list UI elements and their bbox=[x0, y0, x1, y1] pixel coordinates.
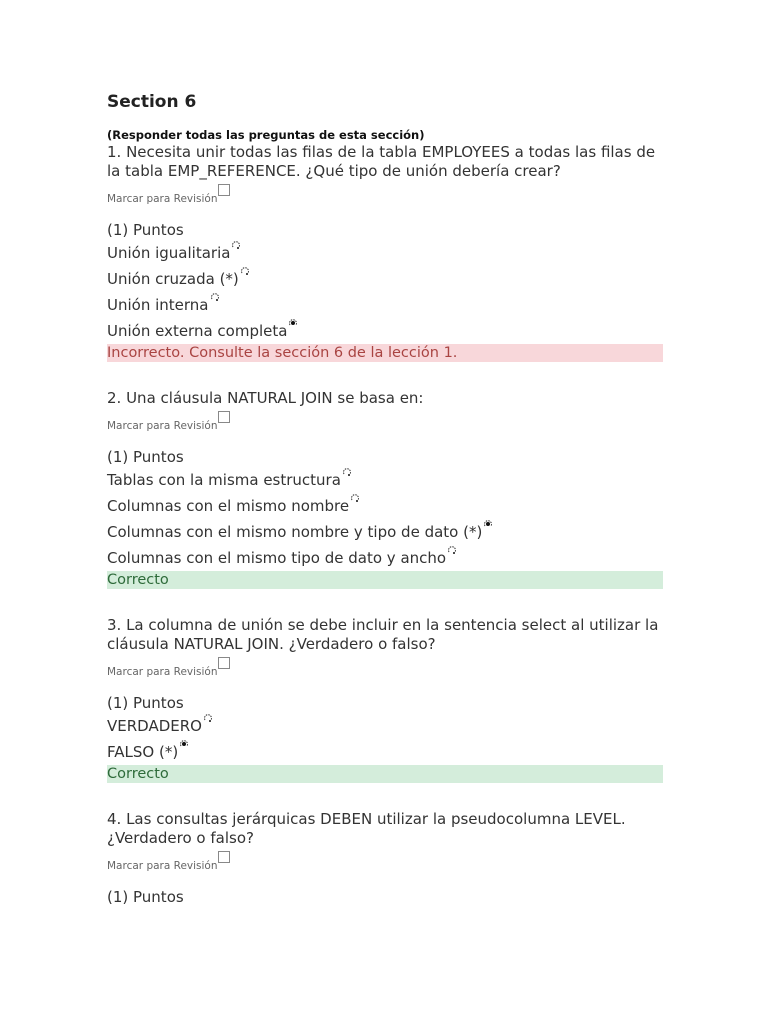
option-label: Tablas con la misma estructura bbox=[107, 471, 341, 489]
feedback-incorrect: Incorrecto. Consulte la sección 6 de la lección 1. bbox=[107, 344, 663, 362]
points-label: (1) Puntos bbox=[107, 448, 184, 466]
question-2 bbox=[107, 389, 663, 589]
option-label: Columnas con el mismo tipo de dato y ancho bbox=[107, 549, 447, 567]
section-instruction: (Responder todas las preguntas de esta sección) bbox=[107, 128, 425, 142]
radio-button[interactable] bbox=[342, 467, 352, 477]
option-item bbox=[107, 292, 663, 318]
review-row bbox=[107, 657, 663, 679]
option-label: Columnas con el mismo nombre bbox=[107, 497, 350, 515]
review-label: Marcar para Revisión bbox=[107, 666, 218, 678]
option-label: Unión cruzada (*) bbox=[107, 270, 239, 288]
radio-button[interactable] bbox=[179, 739, 189, 749]
question-text: 3. La columna de unión se debe incluir en la sentencia select al utilizar la cláusula NATURAL JOIN. ¿Verdadero o falso? bbox=[107, 616, 659, 653]
question-text: 1. Necesita unir todas las filas de la tabla EMPLOYEES a todas las filas de la tabla EMP_REFERENCE. ¿Qué tipo de unión debería crear? bbox=[107, 143, 656, 180]
question-3 bbox=[107, 616, 663, 783]
radio-button[interactable] bbox=[231, 240, 241, 250]
review-row bbox=[107, 184, 663, 206]
feedback-correct: Correcto bbox=[107, 765, 663, 783]
review-label: Marcar para Revisión bbox=[107, 420, 218, 432]
option-label: Unión igualitaria bbox=[107, 244, 231, 262]
question-text: 4. Las consultas jerárquicas DEBEN utilizar la pseudocolumna LEVEL. ¿Verdadero o falso? bbox=[107, 810, 626, 847]
points-label: (1) Puntos bbox=[107, 221, 184, 239]
option-item bbox=[107, 545, 663, 571]
option-item bbox=[107, 240, 663, 266]
radio-button[interactable] bbox=[483, 519, 493, 529]
review-checkbox[interactable] bbox=[218, 851, 230, 863]
option-label: Unión interna bbox=[107, 296, 209, 314]
points-label: (1) Puntos bbox=[107, 888, 184, 906]
radio-button[interactable] bbox=[210, 292, 220, 302]
radio-button[interactable] bbox=[203, 713, 213, 723]
option-item bbox=[107, 467, 663, 493]
review-row bbox=[107, 411, 663, 433]
review-row bbox=[107, 851, 663, 873]
review-checkbox[interactable] bbox=[218, 657, 230, 669]
feedback-correct: Correcto bbox=[107, 571, 663, 589]
option-label: VERDADERO bbox=[107, 717, 202, 735]
option-item bbox=[107, 493, 663, 519]
option-item bbox=[107, 266, 663, 292]
question-text: 2. Una cláusula NATURAL JOIN se basa en: bbox=[107, 389, 424, 407]
option-label: Columnas con el mismo nombre y tipo de dato (*) bbox=[107, 523, 483, 541]
option-label: Unión externa completa bbox=[107, 322, 288, 340]
option-label: FALSO (*) bbox=[107, 743, 179, 761]
question-1 bbox=[107, 143, 663, 362]
radio-button[interactable] bbox=[447, 545, 457, 555]
review-label: Marcar para Revisión bbox=[107, 860, 218, 872]
review-label: Marcar para Revisión bbox=[107, 193, 218, 205]
points-label: (1) Puntos bbox=[107, 694, 184, 712]
radio-button[interactable] bbox=[240, 266, 250, 276]
review-checkbox[interactable] bbox=[218, 411, 230, 423]
option-item bbox=[107, 519, 663, 545]
option-item bbox=[107, 713, 663, 739]
section-title: Section 6 bbox=[107, 92, 197, 112]
radio-button[interactable] bbox=[288, 318, 298, 328]
question-4 bbox=[107, 810, 663, 907]
review-checkbox[interactable] bbox=[218, 184, 230, 196]
option-item bbox=[107, 318, 663, 344]
option-item bbox=[107, 739, 663, 765]
radio-button[interactable] bbox=[350, 493, 360, 503]
